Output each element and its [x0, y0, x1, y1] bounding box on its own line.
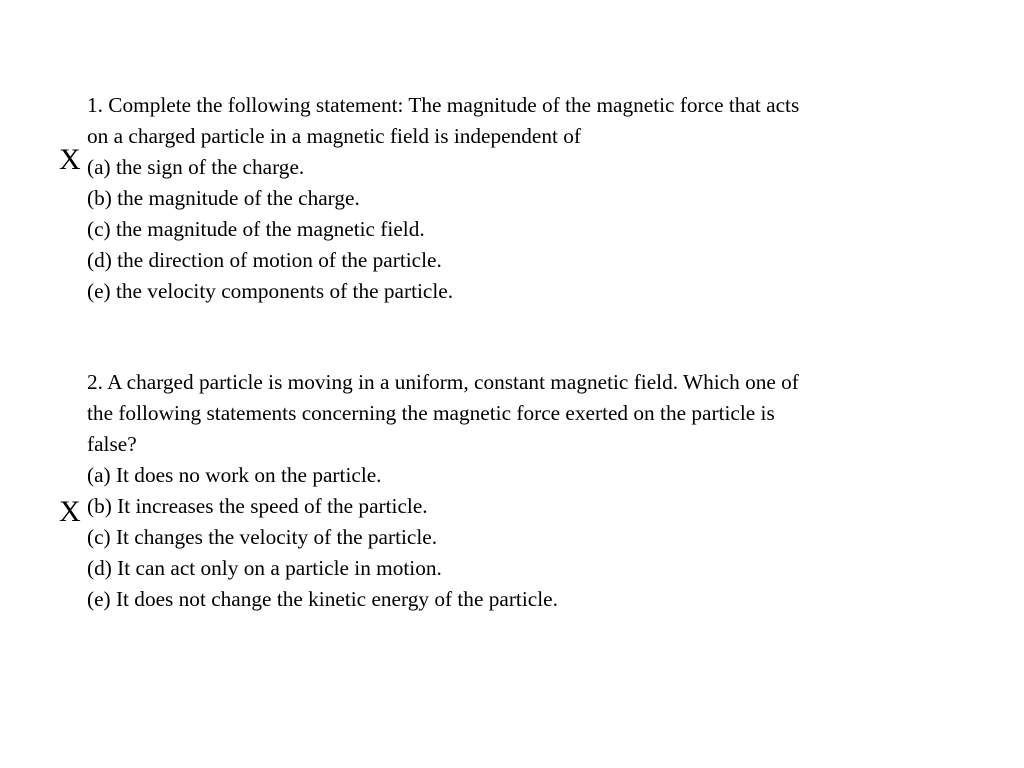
question-1-stem-line-1: 1. Complete the following statement: The magnitude of the magnetic force that acts: [87, 93, 800, 117]
question-2-option-c: (c) It changes the velocity of the particle.: [87, 525, 438, 549]
question-1-option-d: (d) the direction of motion of the particle.: [87, 248, 442, 272]
question-1-option-a: (a) the sign of the charge.: [87, 155, 305, 179]
question-2-option-a: (a) It does no work on the particle.: [87, 463, 382, 487]
question-1-option-e: (e) the velocity components of the particle.: [87, 279, 454, 303]
question-2-option-d: (d) It can act only on a particle in motion.: [87, 556, 442, 580]
answer-mark-question-1: X: [59, 143, 81, 176]
question-2-stem-line-2: the following statements concerning the magnetic force exerted on the particle is: [87, 401, 775, 425]
question-2-stem-line-3: false?: [87, 432, 137, 456]
answer-mark-question-2: X: [59, 495, 81, 528]
question-2-stem-line-1: 2. A charged particle is moving in a uniform, constant magnetic field. Which one of: [87, 370, 799, 394]
question-2: [87, 367, 967, 615]
question-2-option-b: (b) It increases the speed of the particle.: [87, 494, 428, 518]
question-1-option-c: (c) the magnitude of the magnetic field.: [87, 217, 425, 241]
question-1-option-b: (b) the magnitude of the charge.: [87, 186, 360, 210]
question-1-stem-line-2: on a charged particle in a magnetic field is independent of: [87, 124, 581, 148]
question-1: [87, 90, 967, 307]
question-2-option-e: (e) It does not change the kinetic energy of the particle.: [87, 587, 558, 611]
